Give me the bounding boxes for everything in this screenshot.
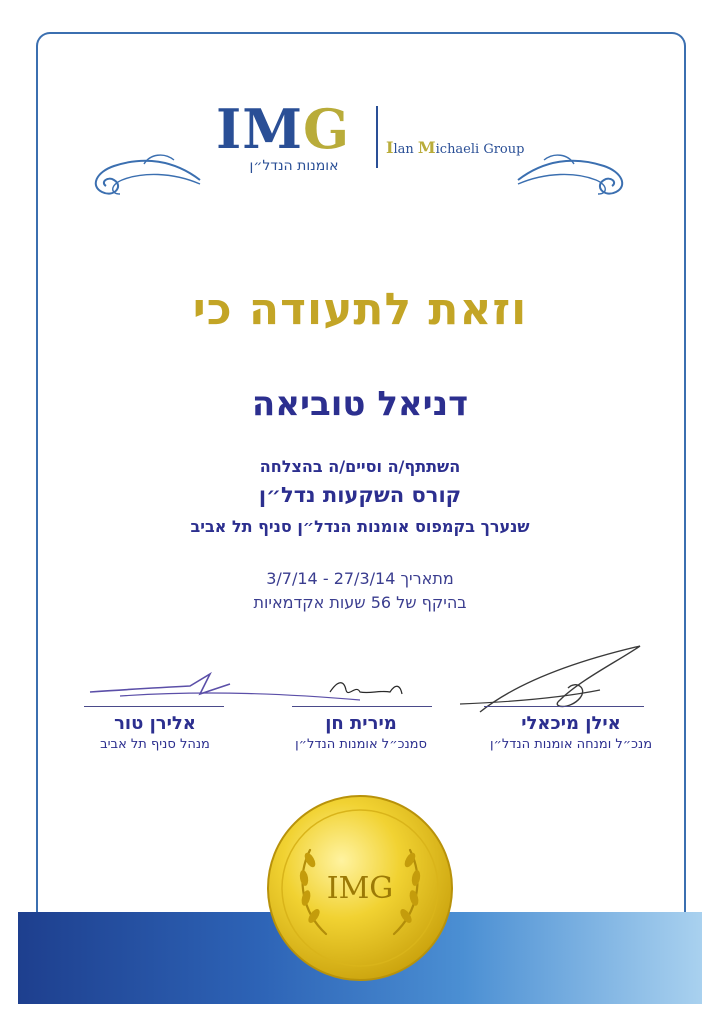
gold-seal: [266, 794, 454, 982]
signer-name: מירית חן: [325, 713, 397, 734]
signature-line-3: [484, 706, 644, 707]
logo-english-rest-2: ichaeli: [435, 142, 484, 157]
logo-english-cap-2: M: [417, 138, 436, 157]
venue-line: שנערך בקמפוס אומנות הנדל״ן סניף תל אביב: [190, 517, 530, 536]
signer-name: אילן מיכאלי: [521, 713, 621, 734]
logo-mark-g: G: [303, 97, 351, 161]
hours-line: בהיקף של 56 שעות אקדמאיות: [253, 593, 467, 612]
logo-mark-im: IM: [216, 97, 304, 161]
signature-line-2: [292, 706, 432, 707]
signer-title: סמנכ״ל אומנות הנדל״ן: [295, 737, 427, 752]
signature-line-1: [84, 706, 224, 707]
signer-vp: [276, 712, 446, 754]
completed-line: השתתף/ה וסיים/ה בהצלחה: [259, 457, 461, 476]
seal-text: IMG: [326, 871, 394, 906]
recipient-name: דניאל טוביאה: [251, 384, 469, 424]
signer-title: מנהל סניף תל אביב: [100, 737, 210, 752]
img-logo: [210, 97, 525, 188]
logo-english-rest-3: Group: [483, 142, 525, 157]
signer-ceo: [486, 712, 656, 754]
certificate-heading: וזאת לתעודה כי: [192, 284, 528, 335]
logo-english-rest-1: lan: [393, 142, 418, 157]
signer-title: מנכ״ל ומנחה אומנות הנדל״ן: [489, 737, 653, 752]
logo-english-cap-1: I: [386, 138, 394, 157]
logo-english-name: [386, 138, 524, 157]
signer-branch-manager: [70, 712, 240, 754]
handwritten-signatures: [60, 640, 660, 720]
logo-hebrew-tagline: אומנות הנדל״ן: [249, 158, 339, 174]
logo-divider: [376, 106, 378, 168]
signer-name: אלירן טור: [114, 713, 196, 734]
right-flourish-ornament: [514, 150, 634, 202]
logo-mark: [216, 98, 350, 160]
course-name: קורס השקעות נדל״ן: [258, 483, 462, 507]
left-flourish-ornament: [84, 150, 204, 202]
dates-line: מתאריך 27/3/14 - 3/7/14: [266, 569, 454, 588]
